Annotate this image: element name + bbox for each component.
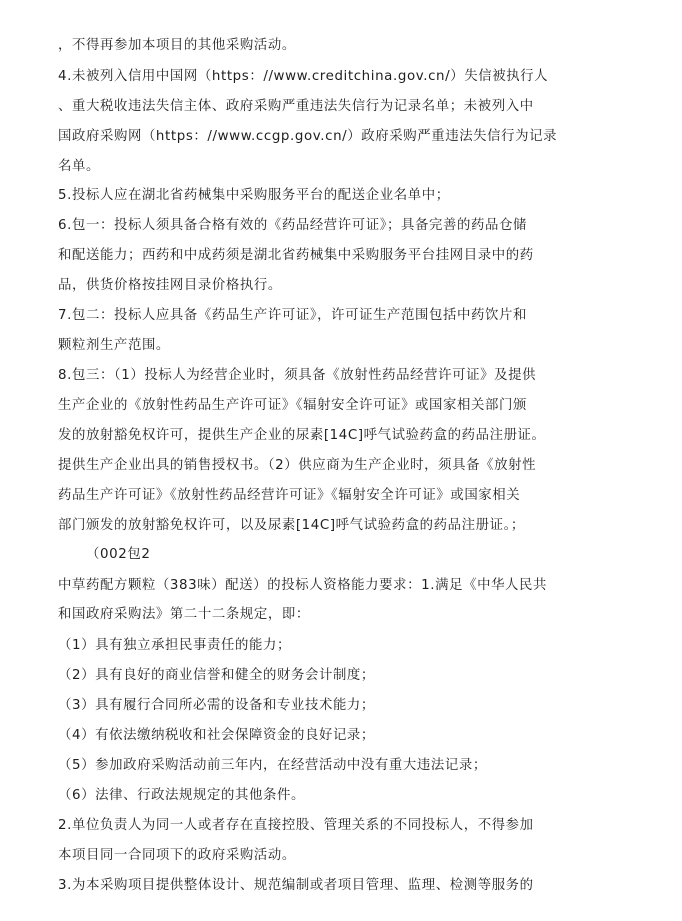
text-line: 6.包一：投标人须具备合格有效的《药品经营许可证》；具备完善的药品仓储 [58,218,527,233]
text-line: 7.包二：投标人应具备《药品生产许可证》，许可证生产范围包括中药饮片和 [58,308,527,323]
text-line: 部门颁发的放射豁免权许可，以及尿素[14C]呼气试验药盒的药品注册证。； [58,518,525,533]
text-line: ，不得再参加本项目的其他采购活动。 [58,38,296,53]
text-line: 药品生产许可证》《放射性药品经营许可证》《辐射安全许可证》或国家相关 [58,488,521,503]
text-line: 品，供货价格按挂网目录价格执行。 [58,278,282,293]
text-line: 4.未被列入信用中国网（https：//www.creditchina.gov.cn/）失信被执行人 [58,69,549,84]
text-line: 提供生产企业出具的销售授权书。（2）供应商为生产企业时，须具备《放射性 [58,458,537,473]
text-line: 本项目同一合同项下的政府采购活动。 [58,848,296,863]
text-line: （4）有依法缴纳税收和社会保障资金的良好记录； [58,728,375,743]
text-line: （5）参加政府采购活动前三年内，在经营活动中没有重大违法记录； [58,758,487,773]
text-line: （1）具有独立承担民事责任的能力； [58,638,291,653]
text-line: 2.单位负责人为同一人或者存在直接控股、管理关系的不同投标人，不得参加 [58,818,534,833]
text-line: （6）法律、行政法规规定的其他条件。 [58,788,305,803]
text-line: （3）具有履行合同所必需的设备和专业技术能力； [58,698,375,713]
text-line: 国政府采购网（https：//www.ccgp.gov.cn/）政府采购严重违法失信行为记录 [58,129,558,144]
text-line: 名单。 [58,159,100,174]
text-line: 、重大税收违法失信主体、政府采购严重违法失信行为记录名单；未被列入中 [58,99,534,114]
text-line: 3.为本采购项目提供整体设计、规范编制或者项目管理、监理、检测等服务的 [58,878,534,893]
text-line: （2）具有良好的商业信誉和健全的财务会计制度； [58,668,375,683]
text-line: 8.包三：（1）投标人为经营企业时，须具备《放射性药品经营许可证》及提供 [58,368,537,383]
text-line: 和配送能力；西药和中成药须是湖北省药械集中采购服务平台挂网目录中的药 [58,248,534,263]
text-line: 5.投标人应在湖北省药械集中采购服务平台的配送企业名单中； [58,188,450,203]
text-line: 中草药配方颗粒（383味）配送）的投标人资格能力要求：1.满足《中华人民共 [58,578,548,593]
text-line: 发的放射豁免权许可，提供生产企业的尿素[14C]呼气试验药盒的药品注册证。 [58,428,546,443]
text-line: 颗粒剂生产范围。 [58,338,170,353]
text-line: 和国政府采购法》第二十二条规定，即： [58,607,310,622]
text-line: 生产企业的《放射性药品生产许可证》《辐射安全许可证》或国家相关部门颁 [58,398,527,413]
package-heading: （002包2 [86,547,151,562]
